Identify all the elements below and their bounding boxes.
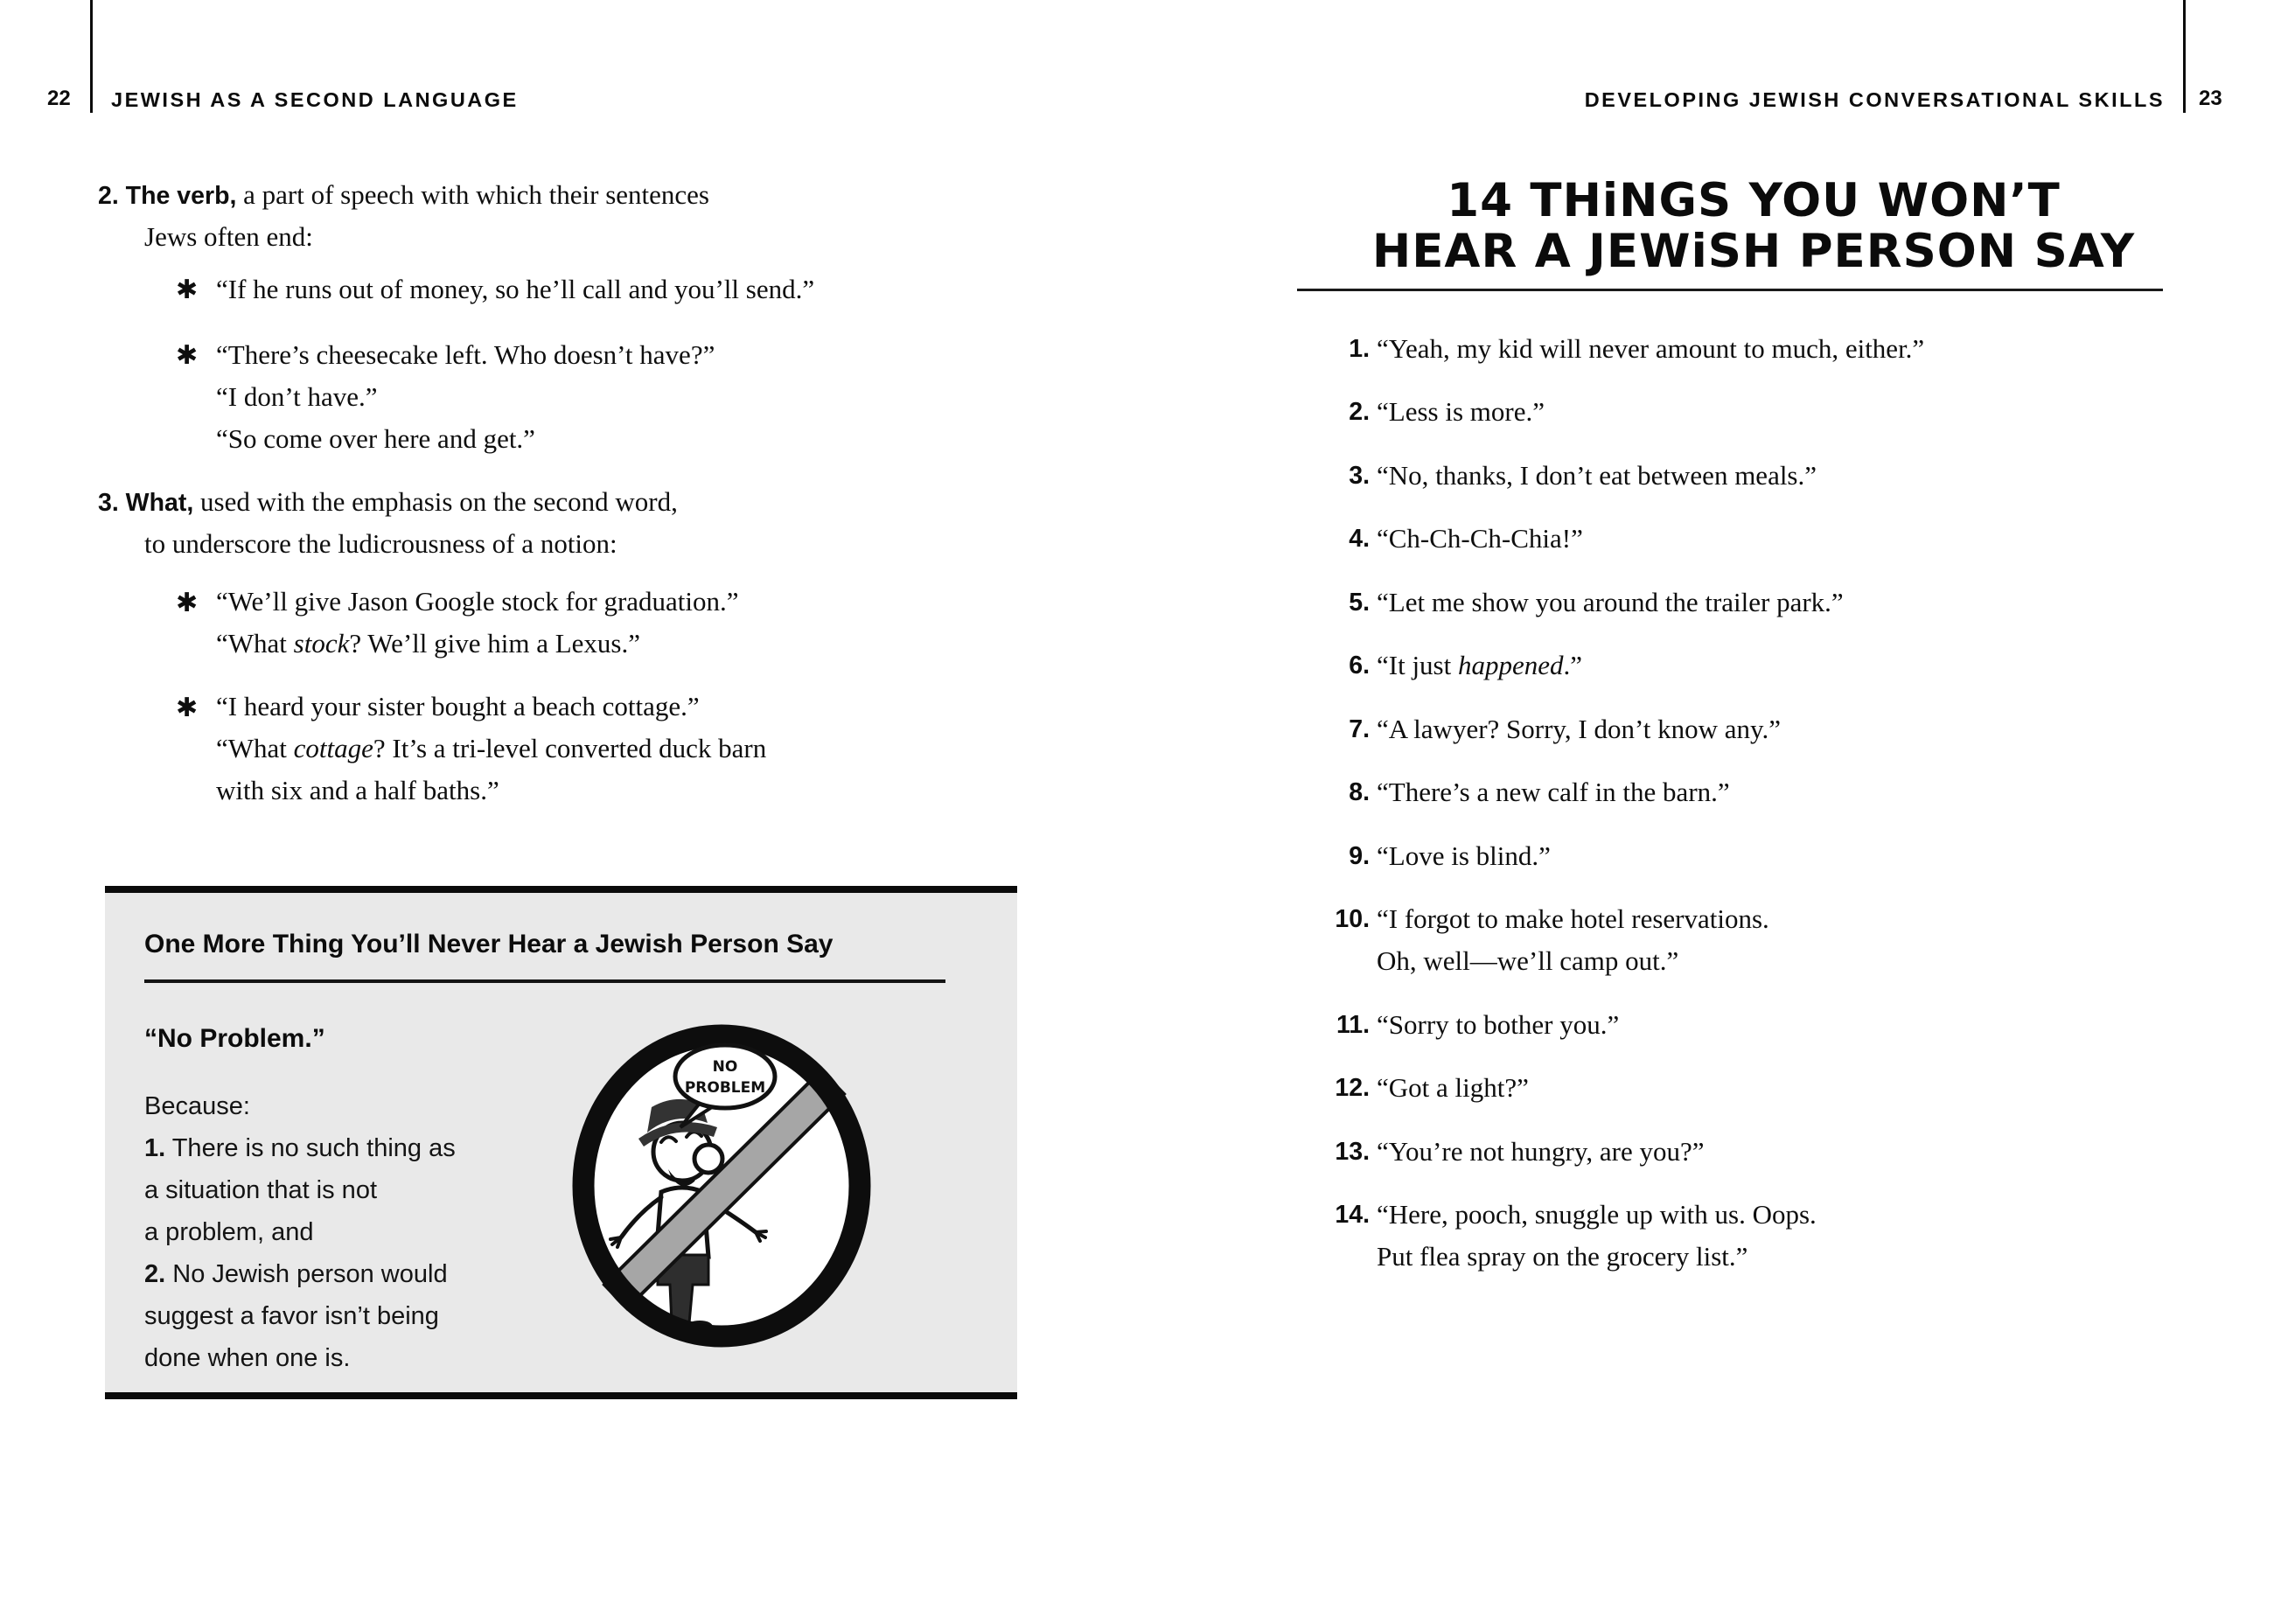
sidebar-box-rule	[144, 979, 945, 983]
list-item-text: “There’s a new calf in the barn.”	[1377, 777, 1730, 807]
no-problem-cartoon	[570, 1021, 878, 1351]
right-header-rule	[2183, 0, 2186, 113]
list-item-text-continued: Put flea spray on the grocery list.”	[1377, 1241, 1748, 1272]
list-item-number: 9.	[1349, 842, 1370, 870]
list-item-number: 8.	[1349, 778, 1370, 806]
list-item-text: “Yeah, my kid will never amount to much, either.”	[1377, 333, 1925, 364]
section3-quote1-line1: “We’ll give Jason Google stock for graduation.”	[216, 586, 739, 617]
section3-heading-line1: 3. What, used with the emphasis on the second word,	[98, 486, 678, 517]
section2-quote2-line3: “So come over here and get.”	[216, 423, 535, 454]
list-item-number: 2.	[1349, 398, 1370, 426]
list-item-text: “It just happened.”	[1377, 650, 1583, 680]
chapter-title-line1: 14 THiNGS YOU WON’T	[1447, 174, 2061, 227]
section3-heading-line2: to underscore the ludicrousness of a notion:	[144, 528, 617, 559]
bubble-text-line2: PROBLEM	[684, 1079, 766, 1097]
section2-heading-line1: 2. The verb, a part of speech with which their sentences	[98, 179, 709, 210]
list-item-number: 12.	[1335, 1074, 1370, 1102]
section2-heading-line2: Jews often end:	[144, 221, 313, 252]
list-item-text: “You’re not hungry, are you?”	[1377, 1136, 1705, 1167]
list-item-text: “Sorry to bother you.”	[1377, 1009, 1620, 1040]
box-body-line: done when one is.	[144, 1344, 351, 1372]
list-item-text: “A lawyer? Sorry, I don’t know any.”	[1377, 714, 1782, 744]
box-body-line: suggest a favor isn’t being	[144, 1302, 439, 1330]
box-body-line: a situation that is not	[144, 1176, 377, 1204]
list-item-number: 1.	[1349, 335, 1370, 363]
list-item-text: “I forgot to make hotel reservations.	[1377, 903, 1769, 934]
sidebar-box-quote: “No Problem.”	[144, 1024, 325, 1053]
list-item-text: “Less is more.”	[1377, 396, 1545, 427]
section3-quote1-line2: “What stock? We’ll give him a Lexus.”	[216, 628, 641, 659]
box-body-line: a problem, and	[144, 1218, 314, 1246]
asterisk-bullet-icon: ✱	[176, 588, 199, 618]
box-body-line: 1. There is no such thing as	[144, 1134, 456, 1162]
chapter-title-line2: HEAR A JEWiSH PERSON SAY	[1371, 225, 2136, 278]
box-body-line: Because:	[144, 1092, 250, 1120]
list-item-number: 7.	[1349, 715, 1370, 743]
list-item-text: “Ch-Ch-Ch-Chia!”	[1377, 523, 1583, 554]
sidebar-box	[105, 886, 1017, 1399]
list-item-number: 10.	[1335, 905, 1370, 933]
right-page-number: 23	[2199, 87, 2222, 110]
left-running-head: JEWISH AS A SECOND LANGUAGE	[111, 88, 519, 111]
list-item-number: 6.	[1349, 652, 1370, 680]
asterisk-bullet-icon: ✱	[176, 693, 199, 723]
section3-quote2-line2: “What cottage? It’s a tri-level converted duck barn	[216, 733, 767, 763]
list-item-text: “Got a light?”	[1377, 1072, 1529, 1103]
asterisk-bullet-icon: ✱	[176, 275, 199, 305]
list-item-number: 13.	[1335, 1138, 1370, 1166]
bubble-text-line1: NO	[712, 1058, 738, 1076]
list-item-text: “Love is blind.”	[1377, 840, 1551, 871]
section2-quote2-line2: “I don’t have.”	[216, 381, 378, 412]
list-item-number: 11.	[1336, 1011, 1370, 1039]
section2-quote2-line1: “There’s cheesecake left. Who doesn’t have?”	[216, 339, 715, 370]
sidebar-box-title: One More Thing You’ll Never Hear a Jewish Person Say	[144, 930, 834, 958]
chapter-title-rule	[1297, 289, 2163, 291]
list-item-text: “Here, pooch, snuggle up with us. Oops.	[1377, 1199, 1817, 1230]
asterisk-bullet-icon: ✱	[176, 340, 199, 371]
list-item-number: 5.	[1349, 589, 1370, 617]
right-running-head: DEVELOPING JEWISH CONVERSATIONAL SKILLS	[1584, 88, 2165, 111]
section2-quote1-line1: “If he runs out of money, so he’ll call and you’ll send.”	[216, 274, 815, 304]
list-item-text: “No, thanks, I don’t eat between meals.”	[1377, 460, 1817, 491]
left-header-rule	[90, 0, 93, 113]
section3-quote2-line1: “I heard your sister bought a beach cottage.”	[216, 691, 700, 721]
list-item-number: 4.	[1349, 525, 1370, 553]
section3-quote2-line3: with six and a half baths.”	[216, 775, 499, 805]
list-item-number: 14.	[1335, 1201, 1370, 1229]
left-page-number: 22	[47, 87, 71, 110]
list-item-number: 3.	[1349, 462, 1370, 490]
box-body-line: 2. No Jewish person would	[144, 1260, 448, 1288]
list-item-text-continued: Oh, well—we’ll camp out.”	[1377, 945, 1679, 976]
list-item-text: “Let me show you around the trailer park.”	[1377, 587, 1844, 617]
